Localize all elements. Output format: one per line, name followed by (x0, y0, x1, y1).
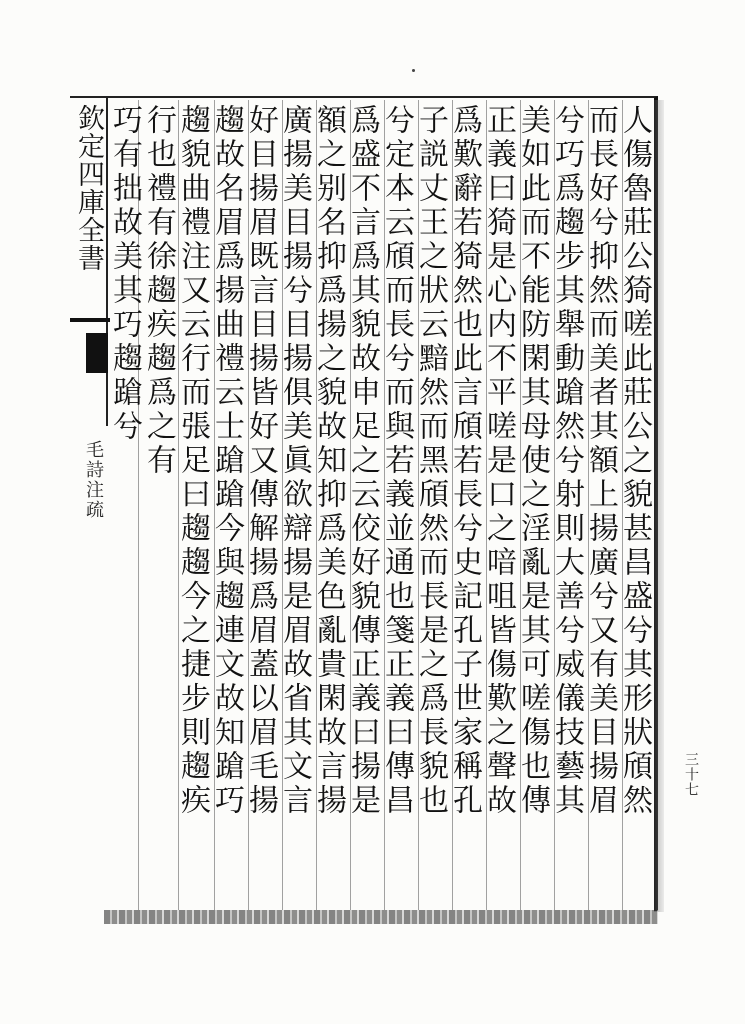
text-column-12: 好目揚眉既言目揚皆好又傳解揚爲眉蓋以眉毛揚 (243, 104, 278, 818)
text-column-6: 爲歎辭若猗然也此言頎若長兮史記孔子世家稱孔 (447, 104, 482, 818)
frame-bottom-rule (104, 910, 658, 924)
text-column-14: 趨貌曲禮注又云行而張足曰趨趨今之捷步則趨疾 (175, 104, 210, 818)
book-title: 毛詩注疏 (83, 440, 104, 520)
text-column-7: 子説丈王之狀云黯然而黑頎然而長是之爲長貌也 (413, 104, 448, 818)
text-column-3: 兮巧爲趨步其舉動蹌然兮射則大善兮威儀技藝其 (549, 104, 584, 818)
text-column-2: 而長好兮抑然而美者其額上揚廣兮又有美目揚眉 (583, 104, 618, 818)
text-column-1: 人傷魯莊公猗嗟此莊公之貌甚昌盛兮其形狀頎然 (617, 104, 652, 818)
text-column-11: 廣揚美目揚兮目揚俱美眞欲辯揚是眉故省其文言 (277, 104, 312, 818)
text-column-8: 兮定本云頎而長兮而與若義並通也箋正義曰傳昌 (379, 104, 414, 818)
text-column-4: 美如此而不能防閑其母使之淫亂是其可嗟傷也傳 (515, 104, 550, 818)
ear-title: 欽定四庫全書 (73, 104, 104, 272)
text-column-15: 行也禮有徐趨疾趨爲之有 (141, 104, 176, 478)
text-column-9: 爲盛不言爲其貌故申足之云佼好貌傳正義曰揚是 (345, 104, 380, 818)
page-number: 三十七 (683, 752, 699, 797)
text-column-10: 額之别名抑爲揚之貌故知抑爲美色亂貴閑故言揚 (311, 104, 346, 818)
ink-speck (412, 69, 415, 72)
text-column-5: 正義曰猗是心内不平嗟是口之喑咀皆傷歎之聲故 (481, 104, 516, 818)
frame-edge-shade (654, 100, 664, 912)
text-column-16: 巧有拙故美其巧趨蹌兮 (107, 104, 142, 444)
text-column-13: 趨故名眉爲揚曲禮云士蹌蹌今與趨連文故知蹌巧 (209, 104, 244, 818)
